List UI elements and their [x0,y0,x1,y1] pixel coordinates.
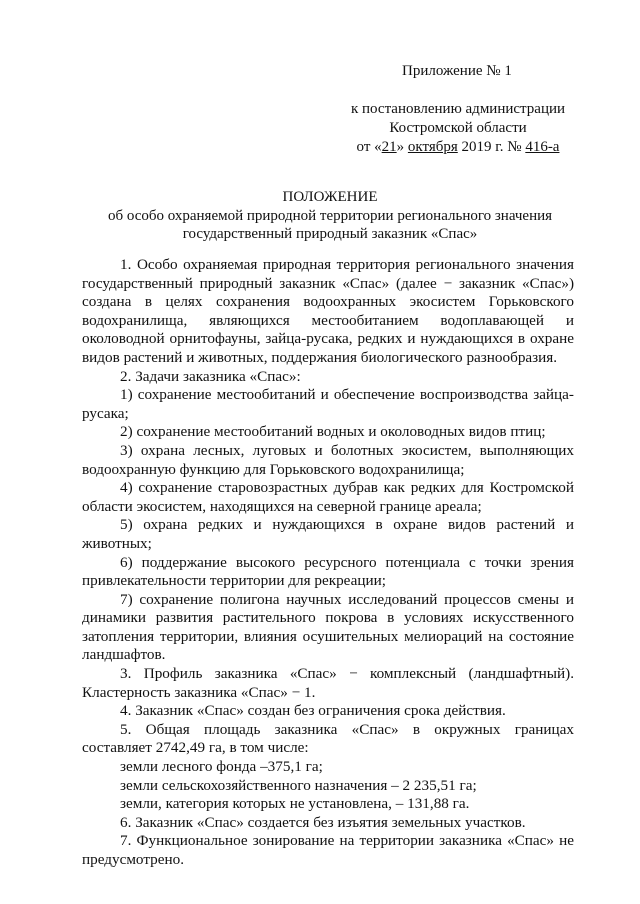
title-line-2: государственный природный заказник «Спас» [182,226,478,242]
approval-block [340,100,576,157]
task-2: 2) сохранение местообитаний водных и околоводных видов птиц; [120,423,546,441]
land-forest: земли лесного фонда –375,1 га; [120,758,323,776]
task-4: 4) сохранение старовозрастных дубрав как редких для Костромской области экосистем, находящихся на северной границе ареала; [82,479,574,515]
title-heading: ПОЛОЖЕНИЕ [282,189,378,205]
task-5: 5) охрана редких и нуждающихся в охране видов растений и животных; [82,516,574,552]
resolution-line: к постановлению администрации [350,101,566,117]
date-mid: » [396,139,408,155]
paragraph-3: 3. Профиль заказника «Спас» − комплексный (ландшафтный). Кластерность заказника «Спас» − 1. [82,665,574,701]
land-undetermined: земли, категория которых не установлена, – 131,88 га. [120,795,470,813]
paragraph-7: 7. Функциональное зонирование на территории заказника «Спас» не предусмотрено. [82,832,574,868]
land-agricultural: земли сельскохозяйственного назначения – 2 235,51 га; [120,776,477,794]
task-7: 7) сохранение полигона научных исследований процессов смены и динамики развития растительного покрова в условиях искусственного затопления территории, влияния осушительных мелиораций на состояние ландшафтов. [82,590,574,664]
date-year: 2019 г. № [457,139,526,155]
document-body [82,256,574,870]
region-line: Костромской области [389,120,527,136]
paragraph-6: 6. Заказник «Спас» создается без изъятия земельных участков. [120,813,526,831]
date-line [340,138,576,157]
date-day: 21 [381,139,397,155]
paragraph-5: 5. Общая площадь заказника «Спас» в окружных границах составляет 2742,49 га, в том числе: [82,720,574,757]
paragraph-4: 4. Заказник «Спас» создан без ограничения срока действия. [120,702,506,720]
document-title [70,188,590,244]
task-3: 3) охрана лесных, луговых и болотных экосистем, выполняющих водоохранную функцию для Горьковского водохранилища; [82,441,574,478]
date-prefix: от « [356,139,382,155]
paragraph-2: 2. Задачи заказника «Спас»: [120,367,301,385]
appendix-label: Приложение № 1 [402,63,512,79]
task-6: 6) поддержание высокого ресурсного потенциала с точки зрения привлекательности территории для рекреации; [82,553,574,590]
document-number: 416-а [525,139,560,155]
title-line-1: об особо охраняемой природной территории регионального значения [107,207,553,224]
task-1: 1) сохранение местообитаний и обеспечение воспроизводства зайца-русака; [82,386,574,422]
date-month: октября [407,139,458,155]
paragraph-1: 1. Особо охраняемая природная территория регионального значения государственный природный заказник «Спас» (далее − заказник «Спас») создана в целях сохранения водоохранных экосистем Горьковского водохранилища, являющихся местообитанием водоплавающей и околоводной орнитофауны, зайца-русака, редких и нуждающихся в охране видов растений и животных, поддержания биологического разнообразия. [82,256,574,366]
